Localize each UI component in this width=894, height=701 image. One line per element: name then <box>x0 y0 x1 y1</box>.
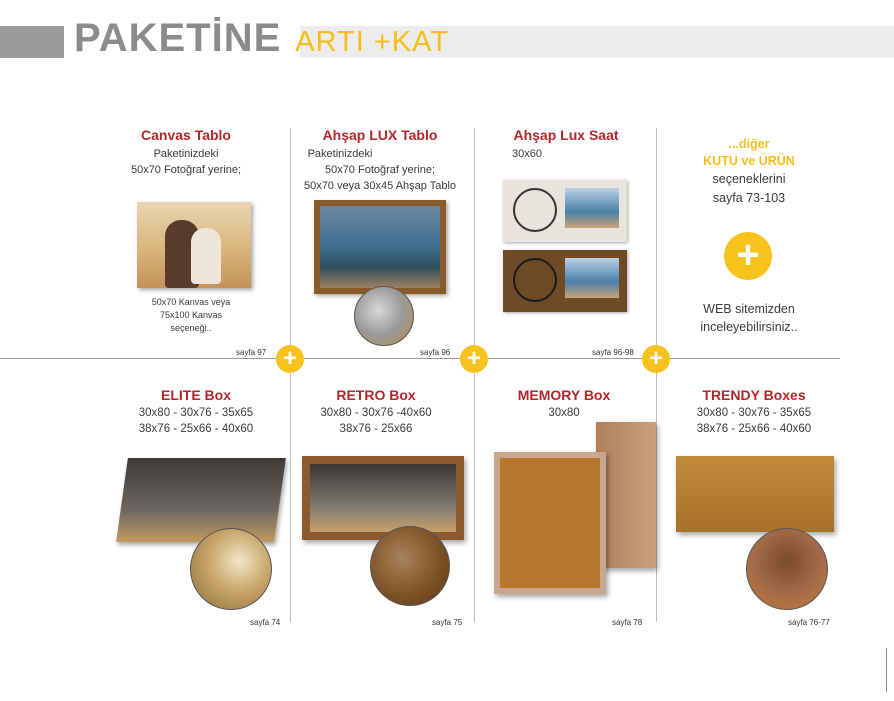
canvas-note2: 75x100 Kanvas <box>159 310 223 320</box>
retro-detail-image <box>370 526 450 606</box>
clock-white-product-image <box>503 180 627 242</box>
clock-photo <box>565 258 619 298</box>
elite-detail-image <box>190 528 272 610</box>
lux-tablo-line1: Paketinizdeki <box>307 148 373 160</box>
lux-tablo-title: Ahşap LUX Tablo <box>322 127 438 143</box>
canvas-note3: seçeneği.. <box>170 323 212 333</box>
retro-title: RETRO Box <box>336 387 416 403</box>
lux-saat-title: Ahşap Lux Saat <box>513 127 619 143</box>
page-edge-mark <box>886 648 887 692</box>
canvas-page-ref: sayfa 97 <box>236 348 267 357</box>
clock-photo <box>565 188 619 228</box>
canvas-line2: 50x70 Fotoğraf yerine; <box>130 164 242 176</box>
lux-tablo-detail-image <box>354 286 414 346</box>
trendy-title: TRENDY Boxes <box>702 387 806 403</box>
plus-icon: + <box>460 345 488 373</box>
trendy-sizes1: 30x80 - 30x76 - 35x65 <box>696 407 812 419</box>
clock-icon <box>513 188 557 232</box>
other-line4: sayfa 73-103 <box>712 191 786 205</box>
elite-sizes2: 38x76 - 25x66 - 40x60 <box>138 423 254 435</box>
canvas-figure-child <box>191 228 221 284</box>
retro-page-ref: sayfa 75 <box>432 618 463 627</box>
lux-tablo-line3: 50x70 veya 30x45 Ahşap Tablo <box>303 180 457 192</box>
lux-tablo-line2: 50x70 Fotoğraf yerine; <box>324 164 436 176</box>
elite-title: ELITE Box <box>160 387 231 403</box>
memory-page-ref: sayfa 78 <box>612 618 643 627</box>
lux-saat-page-ref: sayfa 96-98 <box>592 348 634 357</box>
other-bottom2: inceleyebilirsiniz.. <box>700 320 798 334</box>
other-options-block <box>664 136 834 208</box>
divider-vertical-6 <box>656 372 657 622</box>
divider-vertical-2 <box>474 128 475 350</box>
trendy-page-ref: sayfa 76-77 <box>788 618 830 627</box>
memory-product-image <box>494 452 606 594</box>
retro-sizes1: 30x80 - 30x76 -40x60 <box>320 407 432 419</box>
elite-page-ref: sayfa 74 <box>250 618 281 627</box>
other-line1: ...diğer <box>728 137 770 151</box>
page-title-main: PAKETİNE <box>74 16 282 60</box>
header-bar-left <box>0 26 64 58</box>
plus-icon: + <box>276 345 304 373</box>
memory-sizes1: 30x80 <box>548 407 580 419</box>
divider-horizontal <box>0 358 840 359</box>
plus-icon: + <box>642 345 670 373</box>
divider-vertical-3 <box>656 128 657 350</box>
trendy-product-image <box>676 456 834 532</box>
clock-icon <box>513 258 557 302</box>
other-line3: seçeneklerini <box>712 172 786 186</box>
other-web-note <box>664 300 834 336</box>
canvas-title: Canvas Tablo <box>141 127 231 143</box>
lux-tablo-product-image <box>314 200 446 294</box>
elite-product-image <box>116 458 286 542</box>
other-line2: KUTU ve ÜRÜN <box>703 154 795 168</box>
page-title <box>74 16 449 62</box>
canvas-product-image <box>137 202 251 288</box>
canvas-note1: 50x70 Kanvas veya <box>151 297 231 307</box>
trendy-sizes2: 38x76 - 25x66 - 40x60 <box>696 423 812 435</box>
retro-sizes2: 38x76 - 25x66 <box>339 423 413 435</box>
lux-saat-line1: 30x60 <box>512 148 542 160</box>
lux-tablo-page-ref: sayfa 96 <box>420 348 451 357</box>
trendy-detail-image <box>746 528 828 610</box>
other-bottom1: WEB sitemizden <box>703 302 795 316</box>
plus-large-icon: + <box>724 232 772 280</box>
clock-wood-product-image <box>503 250 627 312</box>
elite-sizes1: 30x80 - 30x76 - 35x65 <box>138 407 254 419</box>
page-title-sub: ARTI +KAT <box>295 26 450 58</box>
retro-product-image <box>302 456 464 540</box>
canvas-line1: Paketinizdeki <box>153 148 219 160</box>
memory-title: MEMORY Box <box>517 387 611 403</box>
